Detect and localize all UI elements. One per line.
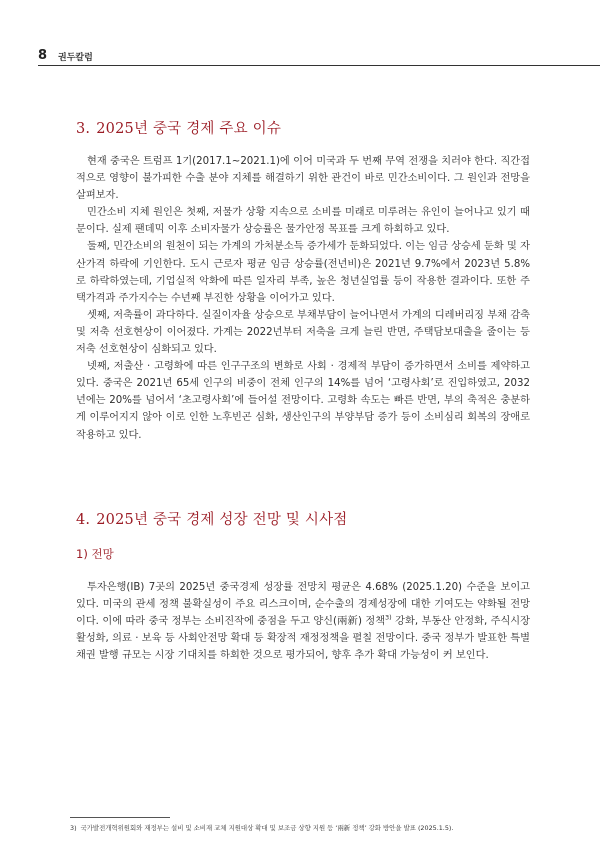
footnote-reference[interactable]: 3) [385,613,392,622]
section-3-title: 2025년 중국 경제 주요 이슈 [96,121,282,137]
outlook-text-part-1: 투자은행(IB) 7곳의 2025년 중국경제 성장률 전망치 평균은 4.68% (2025.1.20) 수준을 보이고 있다. 미국의 관세 정책 불확실성이 주요 리스크이며, 순수출의 경제성장에 대한 기여도는 약화될 전망이다. 이에 따라 중국 정부는 소비진작에 중점을 두고 양신(兩新) 정책 [76,582,530,628]
section-3-paragraph-4: 셋째, 저축률이 과다하다. 실질이자율 상승으로 부채부담이 늘어나면서 가계의 디레버리징 부채 감축 및 저축 선호현상이 이어졌다. 가계는 2022년부터 저축을 크게 늘린 반면, 주택담보대출을 줄이는 등 저축 선호현상이 심화되고 있다. [76,309,530,356]
footnote-mark: 3) [70,824,77,832]
section-3-paragraph-5: 넷째, 저출산 · 고령화에 따른 인구구조의 변화로 사회 · 경제적 부담이 증가하면서 소비를 제약하고 있다. 중국은 2021년 65세 인구의 비중이 전체 인구의 14%를 넘어 ‘고령사회’로 진입하였고, 2032년에는 20%를 넘어서 ‘초고령사회’에 들어설 전망이다. 고령화 속도는 빠른 반면, 부의 축적은 충분하게 이루어지지 않아 이로 인한 노후빈곤 심화, 생산인구의 부양부담 증가 등이 소비심리 회복의 장애로 작용하고 있다. [76,361,530,441]
column-title: 권두칼럼 [58,53,93,63]
section-4-heading [76,508,348,529]
page-header [38,48,600,66]
outlook-subheading: 1) 전망 [76,547,114,561]
page-number: 8 [38,48,48,63]
section-4-title: 2025년 중국 경제 성장 전망 및 시사점 [96,512,348,528]
section-3-paragraph-3: 둘째, 민간소비의 원천이 되는 가계의 가처분소득 증가세가 둔화되었다. 이는 임금 상승세 둔화 및 자산가격 하락에 기인한다. 도시 근로자 평균 임금 상승률(전년비)은 2021년 9.7%에서 2023년 5.8%로 하락하였는데, 기업실적 악화에 따른 일자리 부족, 높은 청년실업률 등이 작용한 결과이다. 또한 주택가격과 주가지수는 수년째 부진한 상황을 이어가고 있다. [76,241,530,304]
section-4-body [76,579,530,664]
footnote-divider [70,817,170,818]
section-3-paragraph-1: 현재 중국은 트럼프 1기(2017.1~2021.1)에 이어 미국과 두 번째 무역 전쟁을 치러야 한다. 직간접적으로 영향이 불가피한 수출 분야 지체를 해결하기 위한 관건이 바로 민간소비이다. 그 원인과 전망을 살펴보자. [76,156,530,202]
section-4-paragraph-1 [76,579,530,664]
section-3-number: 3. [76,121,91,137]
footnote [70,823,453,832]
section-3-heading [76,117,281,138]
footnote-text: 국가발전개혁위원회와 재정부는 설비 및 소비재 교체 지원대상 확대 및 보조금 상향 지원 등 ‘兩新 정책’ 강화 방안을 발표 (2025.1.5). [80,824,454,832]
section-3-body [76,153,530,444]
outlook-text-part-2: 강화, 부동산 안정화, 주식시장 활성화, 의료 · 보육 등 사회안전망 확대 등 확장적 재정정책을 펼칠 전망이다. 중국 정부가 발표한 특별채권 발행 규모는 시장 기대치를 하회한 것으로 평가되어, 향후 추가 확대 가능성이 커 보인다. [76,616,530,662]
section-3-paragraph-2: 민간소비 지체 원인은 첫째, 저물가 상황 지속으로 소비를 미래로 미루려는 유인이 늘어나고 있기 때문이다. 실제 팬데믹 이후 소비자물가 상승률은 물가안정 목표를 크게 하회하고 있다. [76,207,530,236]
header-divider [38,65,600,66]
section-4-number: 4. [76,512,91,528]
